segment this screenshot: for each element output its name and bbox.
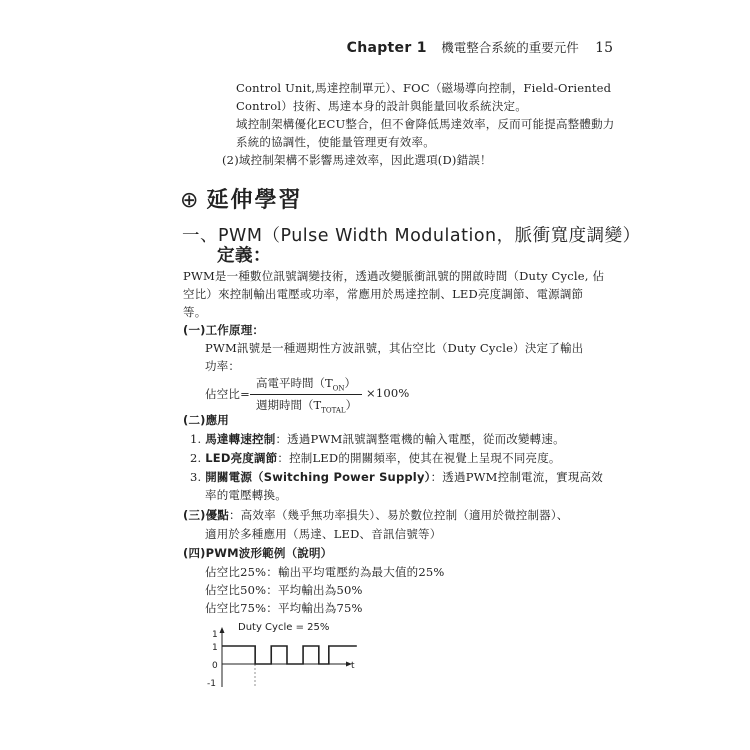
section-heading [180,183,302,214]
page-number: 15 [595,40,613,56]
advantages-line-2: 適用於多種應用（馬達、LED、音訊信號等） [205,527,442,541]
intro-line-4: 系統的協調性，使能量管理更有效率。 [236,135,435,149]
example-25: 佔空比25%：輸出平均電壓約為最大值的25% [205,565,445,579]
square-wave [222,646,357,664]
y-tick-label: 1 [212,643,218,653]
pwm-heading-definition: 定義： [217,246,271,266]
working-principle-heading: (一)工作原理： [183,323,265,337]
formula-denominator: 週期時間$(T_{TOTAL})$ [256,398,358,415]
working-principle-line-1: PWM訊號是一種週期性方波訊號，其佔空比（Duty Cycle）決定了輸出 [205,341,584,355]
waveform-example-heading: (四)PWM波形範例（說明） [183,546,333,560]
definition-line-2: 空比）來控制輸出電壓或功率，常應用於馬達控制、LED亮度調節、電源調節 [183,287,584,301]
applications-heading: (二)應用 [183,413,230,427]
waveform-title: Duty Cycle = 25% [238,622,330,633]
intro-line-5: (2)域控制架構不影響馬達效率，因此選項(D)錯誤！ [222,153,492,167]
circle-plus-icon: ⊕ [180,188,201,213]
x-axis-label: t [351,661,355,671]
intro-line-3: 域控制架構優化ECU整合，但不會降低馬達效率，反而可能提高整體動力 [236,117,615,131]
chapter-label: Chapter 1 [346,40,427,56]
formula-numerator: 高電平時間$(T_{ON})$ [256,376,357,393]
pwm-waveform-diagram [195,615,375,695]
y-tick-label: -1 [207,679,216,689]
page-header [347,38,613,56]
definition-line-1: PWM是一種數位訊號調變技術，透過改變脈衝訊號的開啟時間（Duty Cycle, 佔 [183,269,605,283]
example-75: 佔空比75%：平均輸出為75% [205,601,363,615]
fraction-bar [250,394,362,395]
intro-line-1: Control Unit,馬達控制單元）、FOC（磁場導向控制，Field-Oriented [236,81,612,95]
pwm-heading: 一、PWM（Pulse Width Modulation，脈衝寬度調變） [182,226,641,246]
chapter-title: 機電整合系統的重要元件 [441,40,579,55]
application-3: 3. 開關電源（Switching Power Supply）：透過PWM控制電流，實現高效 [190,470,603,484]
section-title: 延伸學習 [206,188,303,213]
application-2: 2. LED亮度調節：控制LED的開關頻率，使其在視覺上呈現不同亮度。 [190,451,561,465]
y-tick-label: 0 [212,661,218,671]
formula-multiplier: ×100% [366,386,410,400]
application-1: 1. 馬達轉速控制：透過PWM訊號調整電機的輸入電壓，從而改變轉速。 [190,432,565,446]
intro-line-2: Control）技術、馬達本身的設計與能量回收系統決定。 [236,99,527,113]
application-3-line-2: 率的電壓轉換。 [205,488,287,502]
y-axis-arrow-icon [220,627,225,633]
y-tick-label: 1 [212,630,218,640]
advantages-line-1: (三)優點：高效率（幾乎無功率損失）、易於數位控制（適用於微控制器）、 [183,508,569,522]
working-principle-line-2: 功率： [205,359,241,373]
example-50: 佔空比50%：平均輸出為50% [205,583,363,597]
formula-lhs: 佔空比= [205,387,250,401]
definition-line-3: 等。 [183,305,207,319]
